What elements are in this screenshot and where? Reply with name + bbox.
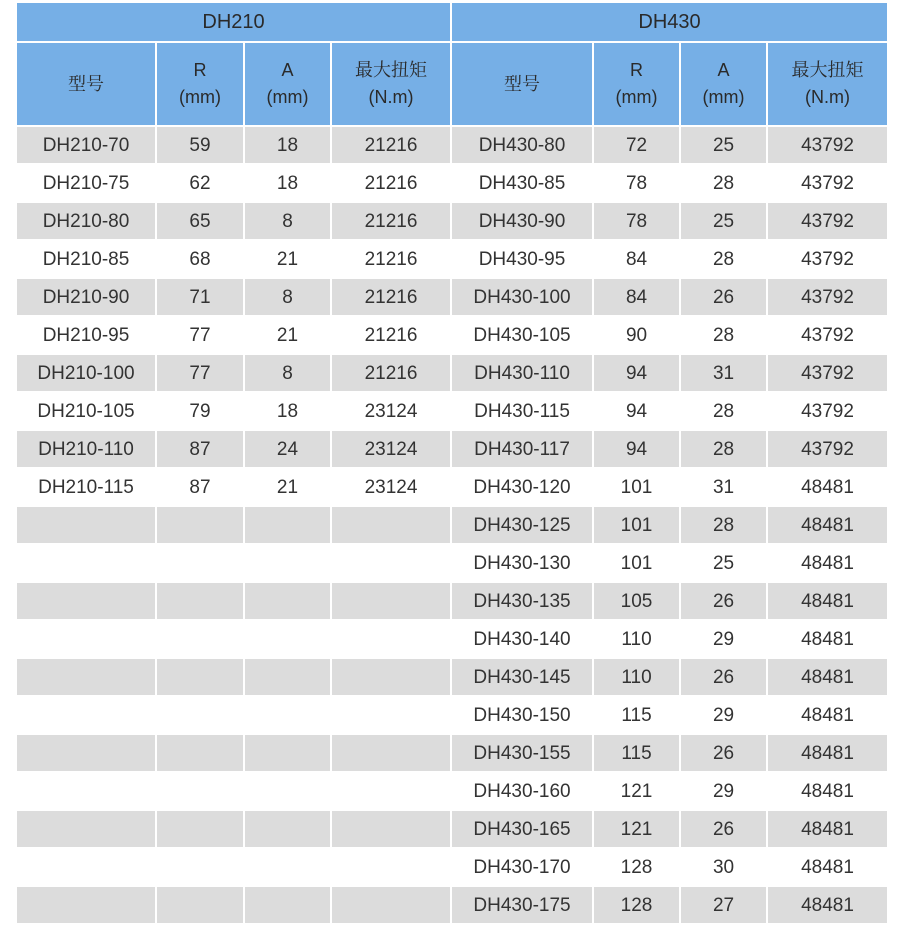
cell-dh210-r: 59 (157, 127, 245, 165)
cell-dh210-torque (332, 887, 452, 925)
col-header-torque (768, 43, 887, 127)
cell-dh430-r: 101 (594, 507, 681, 545)
spec-table (17, 3, 887, 925)
cell-dh210-r (157, 507, 245, 545)
table-body (17, 127, 887, 925)
cell-dh430-a: 29 (681, 697, 768, 735)
cell-dh430-model: DH430-115 (452, 393, 594, 431)
cell-dh430-r: 110 (594, 621, 681, 659)
cell-dh210-model: DH210-75 (17, 165, 157, 203)
cell-dh210-model (17, 849, 157, 887)
col-header-a-label: A (281, 60, 294, 80)
cell-dh210-r (157, 735, 245, 773)
col-header-a-unit: (mm) (702, 87, 745, 107)
cell-dh430-model: DH430-105 (452, 317, 594, 355)
cell-dh430-r: 84 (594, 241, 681, 279)
cell-dh210-model (17, 697, 157, 735)
cell-dh430-r: 105 (594, 583, 681, 621)
cell-dh430-a: 25 (681, 545, 768, 583)
cell-dh430-model: DH430-135 (452, 583, 594, 621)
cell-dh210-torque: 21216 (332, 317, 452, 355)
col-header-r (157, 43, 245, 127)
column-header-row (17, 43, 887, 127)
table-row (17, 583, 887, 621)
cell-dh430-a: 26 (681, 583, 768, 621)
table-row (17, 431, 887, 469)
cell-dh210-torque: 21216 (332, 279, 452, 317)
cell-dh430-model: DH430-80 (452, 127, 594, 165)
cell-dh210-model: DH210-80 (17, 203, 157, 241)
table-row (17, 773, 887, 811)
cell-dh430-model: DH430-170 (452, 849, 594, 887)
cell-dh430-torque: 43792 (768, 165, 887, 203)
cell-dh210-torque (332, 659, 452, 697)
cell-dh210-r (157, 811, 245, 849)
cell-dh430-a: 28 (681, 431, 768, 469)
cell-dh210-a: 8 (245, 279, 332, 317)
cell-dh210-a (245, 545, 332, 583)
col-header-model-label: 型号 (68, 73, 104, 94)
cell-dh430-torque: 43792 (768, 317, 887, 355)
cell-dh210-a (245, 773, 332, 811)
table-row (17, 659, 887, 697)
cell-dh210-r (157, 583, 245, 621)
col-header-torque-label: 最大扭矩 (355, 60, 427, 80)
cell-dh430-r: 84 (594, 279, 681, 317)
cell-dh430-a: 26 (681, 735, 768, 773)
cell-dh430-torque: 43792 (768, 355, 887, 393)
cell-dh430-model: DH430-100 (452, 279, 594, 317)
cell-dh210-r (157, 621, 245, 659)
cell-dh210-model: DH210-90 (17, 279, 157, 317)
cell-dh210-a (245, 659, 332, 697)
col-header-torque (332, 43, 452, 127)
cell-dh430-torque: 48481 (768, 735, 887, 773)
cell-dh210-torque (332, 621, 452, 659)
group-title-dh430: DH430 (452, 3, 887, 43)
cell-dh210-model (17, 545, 157, 583)
cell-dh210-torque (332, 583, 452, 621)
cell-dh210-torque (332, 849, 452, 887)
cell-dh430-a: 31 (681, 469, 768, 507)
col-header-r-unit: (mm) (615, 87, 658, 107)
cell-dh210-model (17, 507, 157, 545)
cell-dh210-torque (332, 545, 452, 583)
cell-dh210-r: 71 (157, 279, 245, 317)
cell-dh210-torque: 21216 (332, 355, 452, 393)
cell-dh430-r: 78 (594, 203, 681, 241)
table-row (17, 355, 887, 393)
cell-dh430-r: 90 (594, 317, 681, 355)
cell-dh210-a: 18 (245, 165, 332, 203)
table-row (17, 279, 887, 317)
cell-dh430-model: DH430-110 (452, 355, 594, 393)
cell-dh210-torque (332, 811, 452, 849)
cell-dh210-r: 77 (157, 317, 245, 355)
cell-dh210-model: DH210-100 (17, 355, 157, 393)
cell-dh210-model (17, 621, 157, 659)
cell-dh210-model: DH210-95 (17, 317, 157, 355)
cell-dh210-torque (332, 507, 452, 545)
cell-dh430-a: 25 (681, 127, 768, 165)
table-row (17, 697, 887, 735)
cell-dh430-model: DH430-125 (452, 507, 594, 545)
cell-dh430-torque: 43792 (768, 279, 887, 317)
cell-dh210-r: 62 (157, 165, 245, 203)
cell-dh210-r: 87 (157, 469, 245, 507)
table-row (17, 849, 887, 887)
table-row (17, 469, 887, 507)
cell-dh210-a (245, 887, 332, 925)
cell-dh210-model (17, 735, 157, 773)
cell-dh430-a: 28 (681, 241, 768, 279)
cell-dh430-model: DH430-150 (452, 697, 594, 735)
col-header-a (245, 43, 332, 127)
cell-dh210-torque: 23124 (332, 469, 452, 507)
table-row (17, 317, 887, 355)
cell-dh210-torque: 23124 (332, 393, 452, 431)
cell-dh210-a (245, 697, 332, 735)
cell-dh210-torque: 21216 (332, 203, 452, 241)
cell-dh210-model: DH210-115 (17, 469, 157, 507)
cell-dh430-model: DH430-130 (452, 545, 594, 583)
cell-dh210-model (17, 811, 157, 849)
cell-dh210-model (17, 887, 157, 925)
cell-dh210-a: 21 (245, 317, 332, 355)
cell-dh430-r: 128 (594, 887, 681, 925)
cell-dh210-r: 68 (157, 241, 245, 279)
cell-dh430-r: 101 (594, 545, 681, 583)
col-header-model (452, 43, 594, 127)
cell-dh430-r: 128 (594, 849, 681, 887)
cell-dh210-model: DH210-110 (17, 431, 157, 469)
col-header-torque-label: 最大扭矩 (791, 60, 864, 80)
cell-dh430-a: 29 (681, 773, 768, 811)
cell-dh210-model: DH210-85 (17, 241, 157, 279)
table-row (17, 393, 887, 431)
cell-dh210-a: 8 (245, 355, 332, 393)
cell-dh210-model (17, 773, 157, 811)
table-row (17, 203, 887, 241)
col-header-r-label: R (630, 60, 644, 80)
table-row (17, 127, 887, 165)
cell-dh210-a: 18 (245, 393, 332, 431)
cell-dh430-a: 25 (681, 203, 768, 241)
cell-dh210-model (17, 583, 157, 621)
cell-dh430-torque: 48481 (768, 621, 887, 659)
cell-dh210-r (157, 697, 245, 735)
table-row (17, 735, 887, 773)
cell-dh430-r: 121 (594, 811, 681, 849)
cell-dh210-torque: 21216 (332, 165, 452, 203)
cell-dh430-torque: 43792 (768, 431, 887, 469)
cell-dh430-torque: 43792 (768, 393, 887, 431)
table-row (17, 241, 887, 279)
cell-dh430-torque: 48481 (768, 849, 887, 887)
col-header-torque-unit: (N.m) (805, 87, 851, 107)
cell-dh210-model: DH210-105 (17, 393, 157, 431)
cell-dh430-model: DH430-117 (452, 431, 594, 469)
cell-dh430-r: 94 (594, 431, 681, 469)
cell-dh430-torque: 48481 (768, 811, 887, 849)
cell-dh430-model: DH430-155 (452, 735, 594, 773)
cell-dh210-r: 77 (157, 355, 245, 393)
cell-dh430-torque: 48481 (768, 469, 887, 507)
col-header-r-label: R (193, 60, 207, 80)
col-header-a (681, 43, 768, 127)
cell-dh210-torque (332, 697, 452, 735)
cell-dh210-r (157, 887, 245, 925)
cell-dh430-torque: 43792 (768, 203, 887, 241)
cell-dh430-model: DH430-140 (452, 621, 594, 659)
group-header-row (17, 3, 887, 43)
cell-dh430-torque: 48481 (768, 507, 887, 545)
cell-dh430-a: 29 (681, 621, 768, 659)
cell-dh430-model: DH430-90 (452, 203, 594, 241)
table-row (17, 811, 887, 849)
col-header-a-unit: (mm) (266, 87, 309, 107)
cell-dh430-a: 26 (681, 659, 768, 697)
cell-dh430-a: 28 (681, 317, 768, 355)
cell-dh210-a (245, 621, 332, 659)
cell-dh210-a: 8 (245, 203, 332, 241)
cell-dh430-a: 26 (681, 279, 768, 317)
cell-dh210-torque: 23124 (332, 431, 452, 469)
cell-dh430-r: 101 (594, 469, 681, 507)
cell-dh430-model: DH430-145 (452, 659, 594, 697)
cell-dh430-torque: 43792 (768, 127, 887, 165)
col-header-model-label: 型号 (504, 73, 541, 94)
cell-dh430-r: 78 (594, 165, 681, 203)
cell-dh430-r: 72 (594, 127, 681, 165)
cell-dh210-r (157, 659, 245, 697)
col-header-a-label: A (717, 60, 730, 80)
cell-dh430-model: DH430-85 (452, 165, 594, 203)
cell-dh430-torque: 48481 (768, 773, 887, 811)
table-row (17, 887, 887, 925)
cell-dh210-r (157, 849, 245, 887)
cell-dh210-a (245, 735, 332, 773)
cell-dh210-a (245, 849, 332, 887)
cell-dh430-torque: 48481 (768, 887, 887, 925)
cell-dh210-a (245, 507, 332, 545)
cell-dh430-r: 121 (594, 773, 681, 811)
cell-dh430-a: 26 (681, 811, 768, 849)
cell-dh210-r (157, 545, 245, 583)
cell-dh210-torque: 21216 (332, 241, 452, 279)
cell-dh430-a: 30 (681, 849, 768, 887)
cell-dh430-r: 110 (594, 659, 681, 697)
cell-dh430-a: 28 (681, 165, 768, 203)
cell-dh430-a: 27 (681, 887, 768, 925)
cell-dh210-r: 87 (157, 431, 245, 469)
cell-dh430-r: 94 (594, 355, 681, 393)
cell-dh430-torque: 43792 (768, 241, 887, 279)
cell-dh210-torque (332, 735, 452, 773)
cell-dh430-model: DH430-120 (452, 469, 594, 507)
cell-dh430-torque: 48481 (768, 659, 887, 697)
table-row (17, 621, 887, 659)
cell-dh430-r: 115 (594, 697, 681, 735)
cell-dh430-torque: 48481 (768, 583, 887, 621)
table-row (17, 165, 887, 203)
cell-dh210-r (157, 773, 245, 811)
table-row (17, 545, 887, 583)
cell-dh210-a: 24 (245, 431, 332, 469)
cell-dh430-model: DH430-95 (452, 241, 594, 279)
cell-dh430-model: DH430-175 (452, 887, 594, 925)
cell-dh430-model: DH430-160 (452, 773, 594, 811)
col-header-r-unit: (mm) (179, 87, 221, 107)
col-header-r (594, 43, 681, 127)
cell-dh210-model: DH210-70 (17, 127, 157, 165)
cell-dh210-r: 65 (157, 203, 245, 241)
col-header-torque-unit: (N.m) (368, 87, 414, 107)
cell-dh210-torque: 21216 (332, 127, 452, 165)
cell-dh430-a: 31 (681, 355, 768, 393)
table-row (17, 507, 887, 545)
cell-dh210-a: 21 (245, 241, 332, 279)
cell-dh430-a: 28 (681, 393, 768, 431)
cell-dh430-r: 94 (594, 393, 681, 431)
cell-dh210-model (17, 659, 157, 697)
col-header-model (17, 43, 157, 127)
cell-dh430-r: 115 (594, 735, 681, 773)
cell-dh430-a: 28 (681, 507, 768, 545)
cell-dh210-a (245, 583, 332, 621)
cell-dh210-a: 18 (245, 127, 332, 165)
cell-dh210-a: 21 (245, 469, 332, 507)
group-title-dh210: DH210 (17, 3, 452, 43)
cell-dh430-torque: 48481 (768, 545, 887, 583)
cell-dh210-a (245, 811, 332, 849)
cell-dh210-r: 79 (157, 393, 245, 431)
cell-dh430-model: DH430-165 (452, 811, 594, 849)
cell-dh430-torque: 48481 (768, 697, 887, 735)
cell-dh210-torque (332, 773, 452, 811)
